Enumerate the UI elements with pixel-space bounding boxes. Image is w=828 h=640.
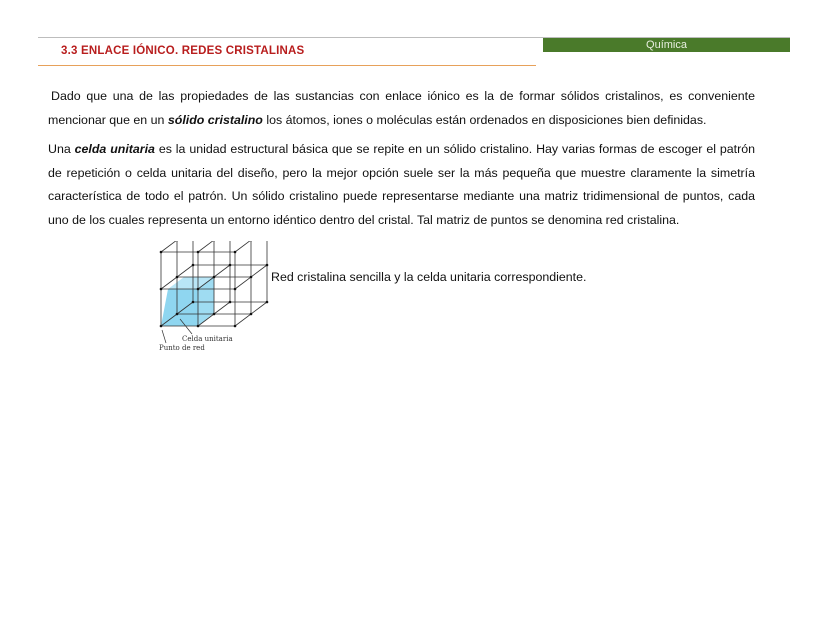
lattice-point — [234, 251, 237, 254]
subject-tab: Química — [543, 38, 790, 52]
lattice-point — [160, 325, 163, 328]
paragraph-text: los átomos, iones o moléculas están ordenados en disposiciones bien definidas. — [262, 112, 707, 127]
term-solido-cristalino: sólido cristalino — [167, 112, 263, 127]
lattice-point — [197, 251, 200, 254]
lattice-point — [229, 264, 232, 267]
lattice-point — [266, 264, 269, 267]
lattice-point — [192, 264, 195, 267]
paragraph-text: Dado que una de las propiedades de las sustancias con enlace iónico es la de formar sólidos cristalinos, es conveniente mencionar que en un — [48, 89, 755, 127]
paragraph-solid-crystalline — [48, 85, 755, 132]
lattice-point — [160, 288, 163, 291]
lattice-point — [234, 325, 237, 328]
paragraph-text: Una — [48, 142, 75, 156]
label-punto-de-red: Punto de red — [159, 344, 205, 351]
lattice-point — [197, 325, 200, 328]
lattice-point — [266, 301, 269, 304]
lattice-point — [176, 313, 179, 316]
lattice-point — [229, 301, 232, 304]
lattice-point — [213, 313, 216, 316]
lattice-point — [250, 276, 253, 279]
term-celda-unitaria: celda unitaria — [74, 142, 155, 156]
paragraph-text: es la unidad estructural básica que se repite en un sólido cristalino. Hay varias formas de escoger el patrón de repetición o celda unitaria del diseño, pero la mejor opción suele ser la más pequeña que muestre claramente la simetría característica de todo el patrón. Un sólido cristalino puede representarse mediante una matriz tridimensional de puntos, cada uno de los cuales representa un entorno idéntico dentro del cristal. Tal matriz de puntos se denomina red cristalina. — [48, 142, 755, 227]
lattice-point — [192, 301, 195, 304]
lattice-diagram — [157, 241, 275, 351]
lattice-point — [234, 288, 237, 291]
crystal-lattice-figure — [157, 241, 275, 351]
lattice-point — [176, 276, 179, 279]
paragraph-unit-cell — [48, 138, 755, 232]
lattice-point — [250, 313, 253, 316]
section-title: 3.3 ENLACE IÓNICO. REDES CRISTALINAS — [61, 45, 305, 57]
unit-cell-front-face — [161, 289, 198, 326]
lattice-point — [160, 251, 163, 254]
label-leader-point — [162, 330, 166, 343]
title-underline — [38, 65, 536, 66]
label-celda-unitaria: Celda unitaria — [182, 335, 233, 343]
lattice-point — [213, 276, 216, 279]
lattice-point — [197, 288, 200, 291]
figure-caption: Red cristalina sencilla y la celda unitaria correspondiente. — [271, 270, 587, 284]
